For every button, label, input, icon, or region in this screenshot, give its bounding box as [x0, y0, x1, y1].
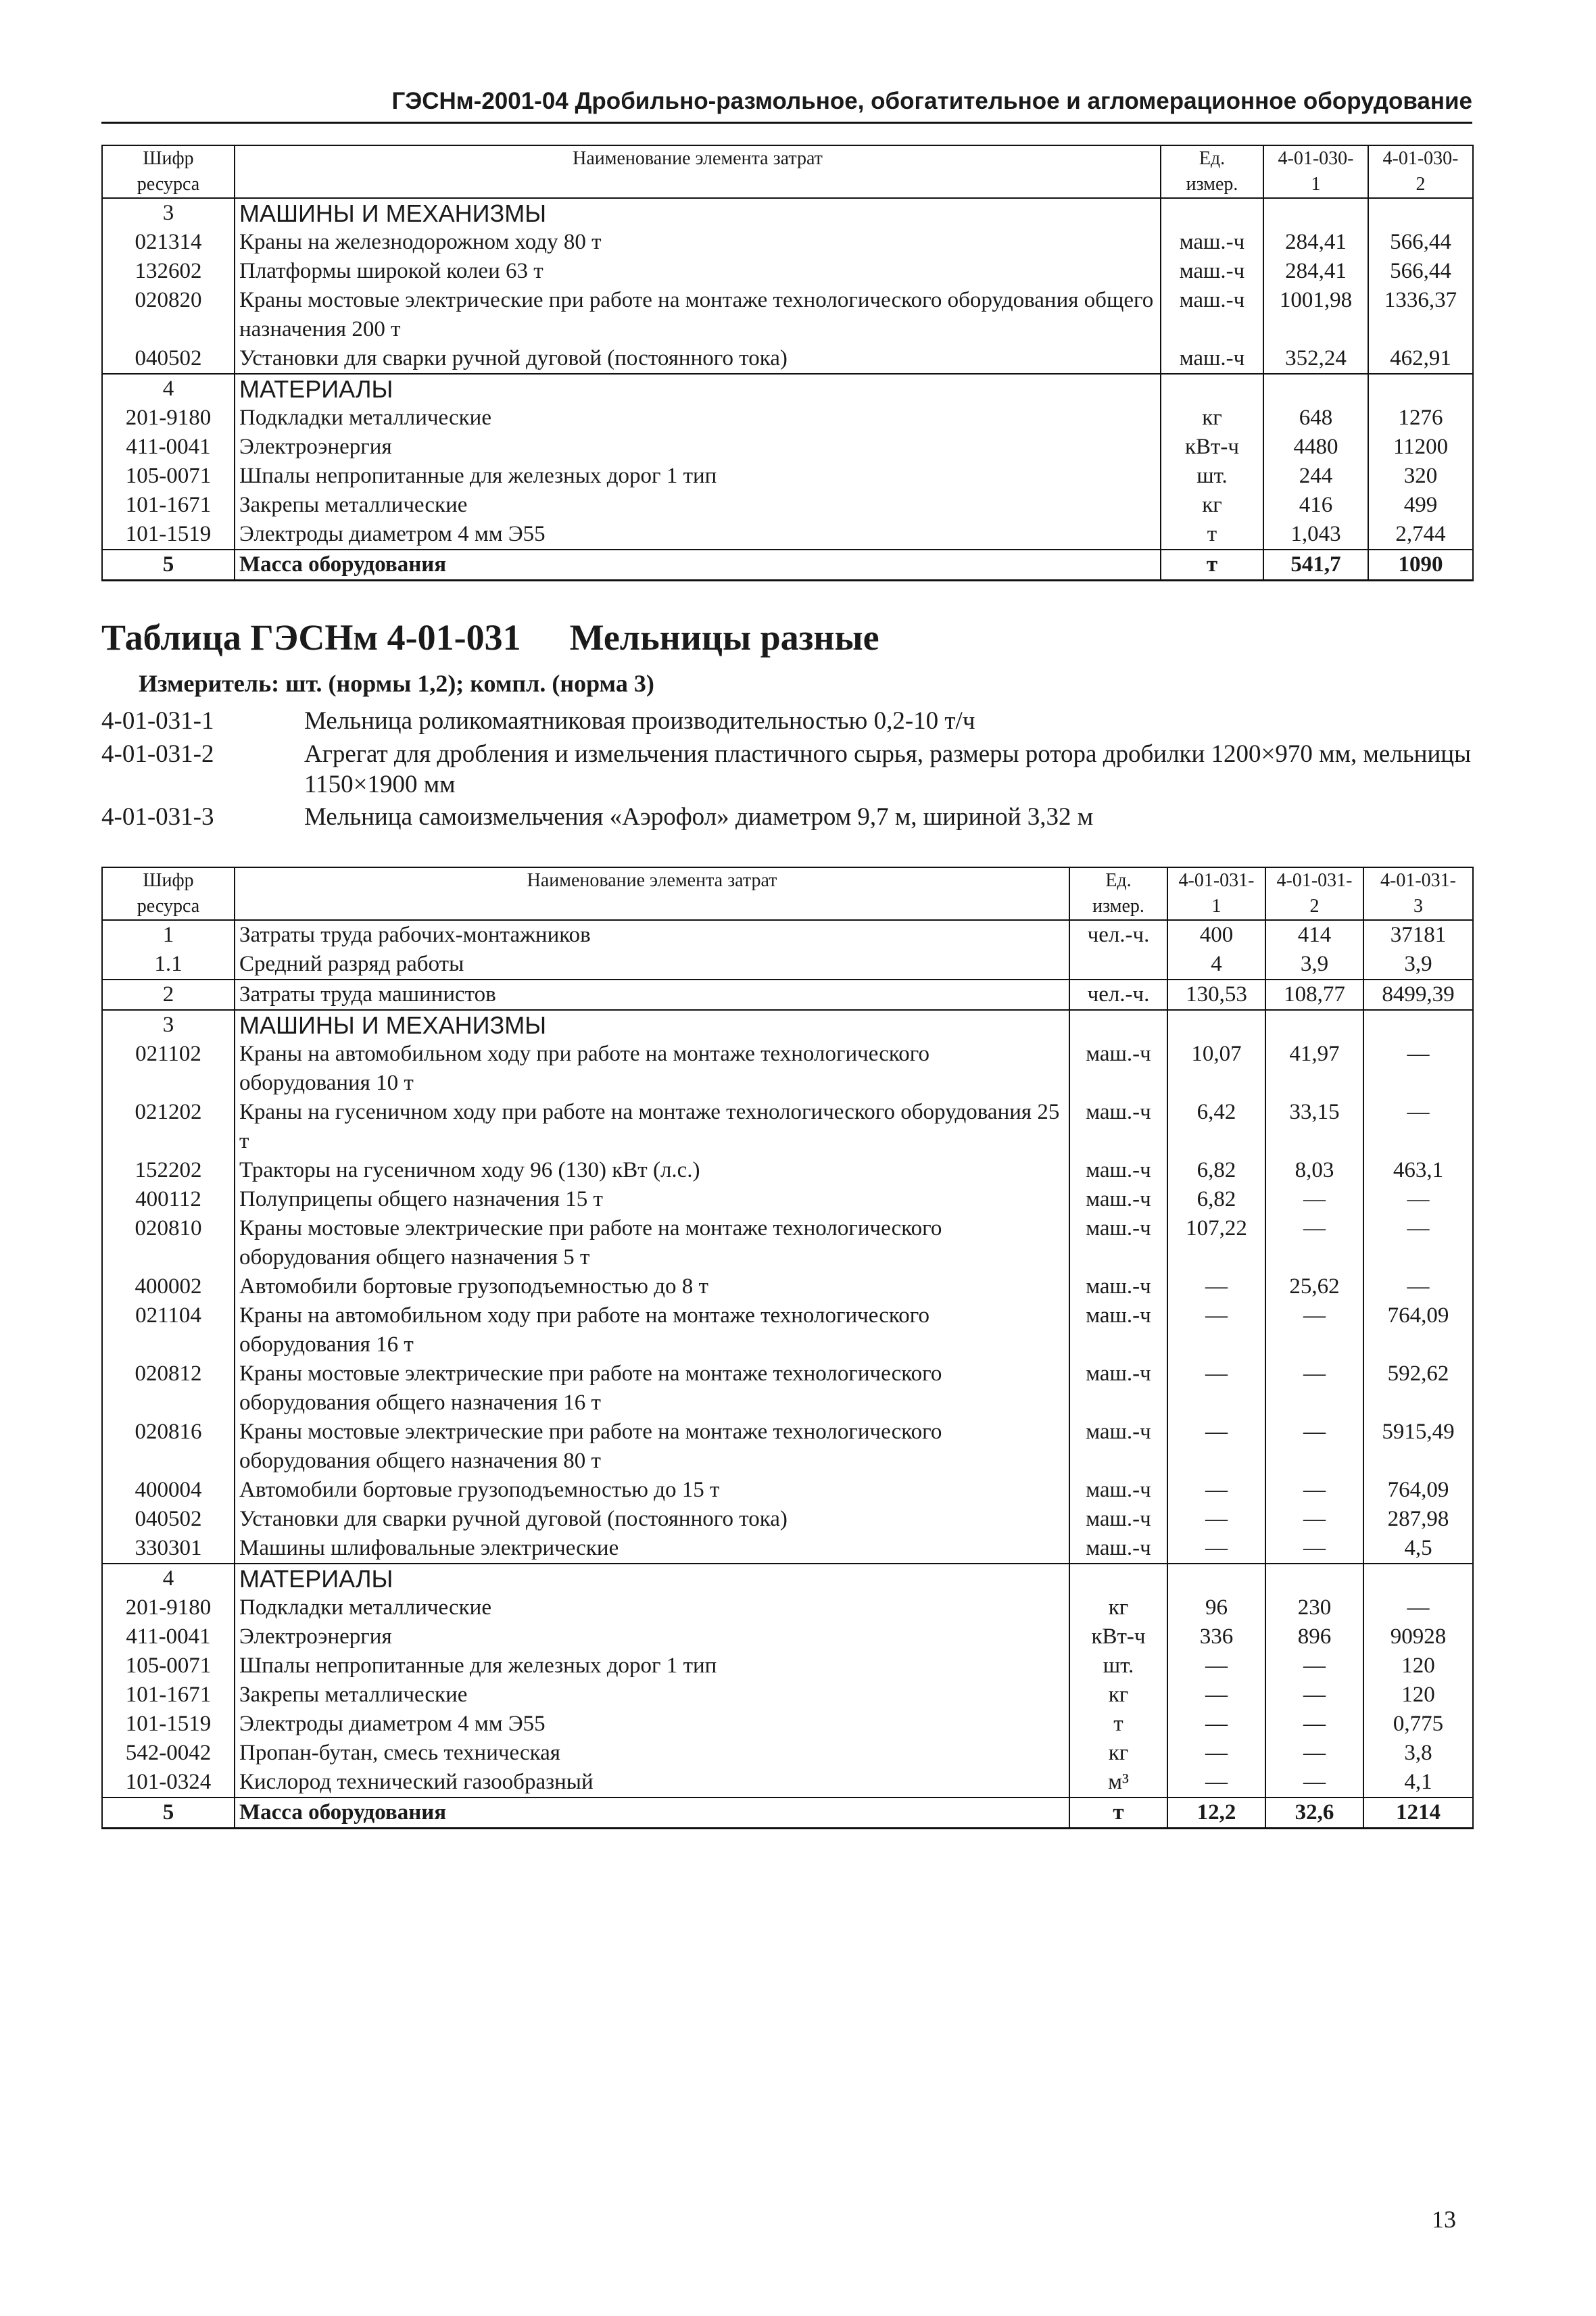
table-row [102, 1476, 1473, 1505]
norm-value-cell-1: — [1167, 1710, 1265, 1739]
table-row [102, 1301, 1473, 1359]
cost-element-name-cell: Краны на гусеничном ходу при работе на монтаже технологического оборудования 25 т [235, 1098, 1069, 1156]
norm-value-cell-1: 6,82 [1167, 1156, 1265, 1185]
unit-cell: кг [1161, 491, 1263, 520]
table-row [102, 1272, 1473, 1301]
table-row [102, 286, 1473, 344]
cost-element-name-cell: Краны мостовые электрические при работе на монтаже технологического оборудования общего назначения 5 т [235, 1214, 1069, 1272]
norm-value-cell-2: — [1265, 1476, 1363, 1505]
norm-value-cell-1: 1,043 [1263, 520, 1368, 550]
table-row [102, 920, 1473, 950]
table-row [102, 1040, 1473, 1098]
unit-cell: маш.-ч [1161, 344, 1263, 374]
resource-code-cell: 040502 [102, 1505, 235, 1534]
norm-value-cell-1: 648 [1263, 404, 1368, 433]
norm-value-cell-1: 336 [1167, 1622, 1265, 1651]
table-row [102, 1156, 1473, 1185]
table-row [102, 1768, 1473, 1798]
cost-element-name-cell: Шпалы непропитанные для железных дорог 1 тип [235, 462, 1161, 491]
norm-value-cell-1 [1263, 374, 1368, 404]
unit-cell: кВт-ч [1161, 433, 1263, 462]
table-header-row [102, 867, 1473, 920]
norm-value-cell-2: 1336,37 [1368, 286, 1473, 344]
resource-code-cell: 021202 [102, 1098, 235, 1156]
norm-value-cell-3 [1363, 1010, 1473, 1040]
cost-element-name-cell: Автомобили бортовые грузоподъемностью до 8 т [235, 1272, 1069, 1301]
unit-cell: шт. [1069, 1651, 1167, 1681]
col-norm2-header: 4-01-031- 2 [1265, 867, 1363, 920]
cost-element-name-cell: Пропан-бутан, смесь техническая [235, 1739, 1069, 1768]
unit-cell: т [1161, 550, 1263, 581]
norm-value-cell-1: — [1167, 1739, 1265, 1768]
norm-value-cell-2: — [1265, 1768, 1363, 1798]
table-row [102, 1593, 1473, 1622]
resource-code-cell: 101-0324 [102, 1768, 235, 1798]
table-row [102, 1710, 1473, 1739]
norm-value-cell-2: — [1265, 1301, 1363, 1359]
norm-value-cell-3: 4,5 [1363, 1534, 1473, 1564]
norm-value-cell-2: 41,97 [1265, 1040, 1363, 1098]
cost-element-name-cell: Установки для сварки ручной дуговой (постоянного тока) [235, 344, 1161, 374]
table-row [102, 344, 1473, 374]
resource-code-cell: 1.1 [102, 950, 235, 980]
norm-value-cell-2: — [1265, 1739, 1363, 1768]
unit-cell: т [1069, 1710, 1167, 1739]
norm-value-cell-2: 230 [1265, 1593, 1363, 1622]
cost-element-name-cell: Тракторы на гусеничном ходу 96 (130) кВт (л.с.) [235, 1156, 1069, 1185]
col-norm2-header: 4-01-030- 2 [1368, 145, 1473, 198]
norm-value-cell-1: — [1167, 1272, 1265, 1301]
cost-element-name-cell: Автомобили бортовые грузоподъемностью до 15 т [235, 1476, 1069, 1505]
unit-cell: маш.-ч [1069, 1156, 1167, 1185]
norm-value-cell-2: 2,744 [1368, 520, 1473, 550]
resource-code-cell: 101-1519 [102, 520, 235, 550]
unit-cell: маш.-ч [1069, 1301, 1167, 1359]
norm-value-cell-2: — [1265, 1710, 1363, 1739]
unit-cell [1161, 198, 1263, 228]
norm-text: Мельница самоизмельчения «Аэрофол» диаметром 9,7 м, шириной 3,32 м [304, 803, 1094, 831]
unit-cell: маш.-ч [1069, 1214, 1167, 1272]
unit-cell [1069, 1010, 1167, 1040]
norm-value-cell-1: 130,53 [1167, 980, 1265, 1010]
table-row [102, 1214, 1473, 1272]
resource-code-cell: 4 [102, 374, 235, 404]
norm-value-cell-2: 566,44 [1368, 228, 1473, 257]
norm-value-cell-1: 10,07 [1167, 1040, 1265, 1098]
resource-code-cell: 101-1671 [102, 491, 235, 520]
resource-code-cell: 105-0071 [102, 462, 235, 491]
table-row [102, 198, 1473, 228]
norm-value-cell-1: 4 [1167, 950, 1265, 980]
col-unit-header: Ед. измер. [1161, 145, 1263, 198]
table-row [102, 257, 1473, 286]
page-header: ГЭСНм-2001-04 Дробильно-размольное, обогатительное и агломерационное оборудование [391, 88, 1472, 114]
table-title: Таблица ГЭСНм 4-01-031 Мельницы разные [101, 617, 879, 658]
resource-code-cell: 021314 [102, 228, 235, 257]
norm-value-cell-1: 4480 [1263, 433, 1368, 462]
cost-element-name-cell: Закрепы металлические [235, 1681, 1069, 1710]
unit-cell: кг [1069, 1739, 1167, 1768]
norm-value-cell-3: 287,98 [1363, 1505, 1473, 1534]
norm-value-cell-2: — [1265, 1651, 1363, 1681]
cost-element-name-cell: Затраты труда машинистов [235, 980, 1069, 1010]
norm-value-cell-2: — [1265, 1214, 1363, 1272]
norm-value-cell-1: 400 [1167, 920, 1265, 950]
norm-value-cell-2 [1368, 374, 1473, 404]
resource-code-cell: 020810 [102, 1214, 235, 1272]
unit-cell: чел.-ч. [1069, 920, 1167, 950]
table-row [102, 520, 1473, 550]
cost-element-name-cell: Подкладки металлические [235, 404, 1161, 433]
table-row [102, 1622, 1473, 1651]
table-row [102, 433, 1473, 462]
norm-text: Мельница роликомаятниковая производительностью 0,2-10 т/ч [304, 707, 975, 735]
table-4-01-031 [101, 867, 1474, 1829]
cost-element-name-cell: Краны на автомобильном ходу при работе на монтаже технологического оборудования 10 т [235, 1040, 1069, 1098]
table-row [102, 1681, 1473, 1710]
norm-value-cell-3: 592,62 [1363, 1359, 1473, 1418]
header-rule [101, 122, 1472, 124]
norm-code: 4-01-031-2 [101, 740, 214, 768]
unit-cell: т [1069, 1798, 1167, 1829]
col-norm1-header: 4-01-031- 1 [1167, 867, 1265, 920]
resource-code-cell: 021104 [102, 1301, 235, 1359]
norm-value-cell-1: — [1167, 1301, 1265, 1359]
norm-value-cell-2: 25,62 [1265, 1272, 1363, 1301]
unit-cell: маш.-ч [1069, 1418, 1167, 1476]
cost-element-name-cell: Шпалы непропитанные для железных дорог 1 тип [235, 1651, 1069, 1681]
norm-value-cell-1: — [1167, 1651, 1265, 1681]
norm-value-cell-1: — [1167, 1359, 1265, 1418]
table-row [102, 374, 1473, 404]
cost-element-name-cell: Средний разряд работы [235, 950, 1069, 980]
resource-code-cell: 1 [102, 920, 235, 950]
resource-code-cell: 4 [102, 1564, 235, 1593]
unit-cell: маш.-ч [1069, 1534, 1167, 1564]
norm-value-cell-2: 33,15 [1265, 1098, 1363, 1156]
resource-code-cell: 201-9180 [102, 1593, 235, 1622]
norm-value-cell-1: 284,41 [1263, 257, 1368, 286]
norm-value-cell-3: — [1363, 1593, 1473, 1622]
norm-value-cell-2: 11200 [1368, 433, 1473, 462]
norm-value-cell-2 [1265, 1010, 1363, 1040]
cost-element-name-cell: Масса оборудования [235, 550, 1161, 581]
cost-element-name-cell: Краны мостовые электрические при работе на монтаже технологического оборудования общего назначения 16 т [235, 1359, 1069, 1418]
cost-element-name-cell: МАТЕРИАЛЫ [235, 1564, 1069, 1593]
cost-element-name-cell: Полуприцепы общего назначения 15 т [235, 1185, 1069, 1214]
unit-cell: маш.-ч [1161, 286, 1263, 344]
norm-value-cell-3: 764,09 [1363, 1301, 1473, 1359]
norm-value-cell-3: 37181 [1363, 920, 1473, 950]
table-row [102, 1010, 1473, 1040]
norm-value-cell-1: 6,42 [1167, 1098, 1265, 1156]
norm-value-cell-3: 463,1 [1363, 1156, 1473, 1185]
resource-code-cell: 101-1519 [102, 1710, 235, 1739]
cost-element-name-cell: Электроды диаметром 4 мм Э55 [235, 1710, 1069, 1739]
norm-value-cell-2: 108,77 [1265, 980, 1363, 1010]
table-row [102, 1564, 1473, 1593]
col-norm1-header: 4-01-030- 1 [1263, 145, 1368, 198]
unit-cell: маш.-ч [1069, 1476, 1167, 1505]
norm-value-cell-1: 6,82 [1167, 1185, 1265, 1214]
cost-element-name-cell: МАТЕРИАЛЫ [235, 374, 1161, 404]
unit-cell: маш.-ч [1069, 1040, 1167, 1098]
unit-cell: т [1161, 520, 1263, 550]
col-name-header: Наименование элемента затрат [235, 145, 1161, 198]
resource-code-cell: 330301 [102, 1534, 235, 1564]
table-row [102, 1359, 1473, 1418]
norm-value-cell-3: 120 [1363, 1681, 1473, 1710]
resource-code-cell: 3 [102, 1010, 235, 1040]
unit-cell: кг [1069, 1593, 1167, 1622]
norm-value-cell-3: 3,8 [1363, 1739, 1473, 1768]
norm-value-cell-1: 12,2 [1167, 1798, 1265, 1829]
cost-element-name-cell: Подкладки металлические [235, 1593, 1069, 1622]
table-4-01-030 [101, 145, 1474, 581]
resource-code-cell: 411-0041 [102, 433, 235, 462]
unit-cell: маш.-ч [1069, 1185, 1167, 1214]
norm-value-cell-1 [1167, 1010, 1265, 1040]
norm-value-cell-3: 4,1 [1363, 1768, 1473, 1798]
resource-code-cell: 542-0042 [102, 1739, 235, 1768]
resource-code-cell: 400112 [102, 1185, 235, 1214]
resource-code-cell: 020820 [102, 286, 235, 344]
resource-code-cell: 2 [102, 980, 235, 1010]
unit-cell: шт. [1161, 462, 1263, 491]
norm-value-cell-2: — [1265, 1418, 1363, 1476]
resource-code-cell: 020812 [102, 1359, 235, 1418]
norm-code: 4-01-031-1 [101, 707, 214, 735]
cost-element-name-cell: Краны мостовые электрические при работе на монтаже технологического оборудования общего назначения 80 т [235, 1418, 1069, 1476]
resource-code-cell: 3 [102, 198, 235, 228]
norm-value-cell-3: 8499,39 [1363, 980, 1473, 1010]
cost-element-name-cell: Электроды диаметром 4 мм Э55 [235, 520, 1161, 550]
norm-value-cell-1 [1263, 198, 1368, 228]
cost-element-name-cell: Масса оборудования [235, 1798, 1069, 1829]
norm-value-cell-2: 3,9 [1265, 950, 1363, 980]
norm-value-cell-1: 1001,98 [1263, 286, 1368, 344]
norm-value-cell-3: 1214 [1363, 1798, 1473, 1829]
table-row [102, 1505, 1473, 1534]
norm-value-cell-2: 462,91 [1368, 344, 1473, 374]
norm-value-cell-3: 764,09 [1363, 1476, 1473, 1505]
norm-value-cell-2: 320 [1368, 462, 1473, 491]
cost-element-name-cell: Затраты труда рабочих-монтажников [235, 920, 1069, 950]
cost-element-name-cell: Краны на автомобильном ходу при работе на монтаже технологического оборудования 16 т [235, 1301, 1069, 1359]
table-row [102, 1651, 1473, 1681]
table-row [102, 1185, 1473, 1214]
resource-code-cell: 5 [102, 1798, 235, 1829]
cost-element-name-cell: Электроэнергия [235, 433, 1161, 462]
norm-value-cell-3: — [1363, 1098, 1473, 1156]
resource-code-cell: 152202 [102, 1156, 235, 1185]
norm-value-cell-2: 896 [1265, 1622, 1363, 1651]
col-unit-header: Ед. измер. [1069, 867, 1167, 920]
table-row [102, 228, 1473, 257]
table-row [102, 950, 1473, 980]
norm-value-cell-2 [1265, 1564, 1363, 1593]
resource-code-cell: 020816 [102, 1418, 235, 1476]
norm-value-cell-2: 32,6 [1265, 1798, 1363, 1829]
norm-value-cell-1: — [1167, 1534, 1265, 1564]
norm-value-cell-1: 107,22 [1167, 1214, 1265, 1272]
unit-cell: маш.-ч [1069, 1505, 1167, 1534]
norm-value-cell-2: 8,03 [1265, 1156, 1363, 1185]
norm-value-cell-1: 541,7 [1263, 550, 1368, 581]
resource-code-cell: 5 [102, 550, 235, 581]
unit-cell: кВт-ч [1069, 1622, 1167, 1651]
unit-cell [1161, 374, 1263, 404]
cost-element-name-cell: Краны на железнодорожном ходу 80 т [235, 228, 1161, 257]
norm-value-cell-2: 1276 [1368, 404, 1473, 433]
norm-value-cell-3: — [1363, 1040, 1473, 1098]
norm-value-cell-3: 0,775 [1363, 1710, 1473, 1739]
norm-value-cell-1: — [1167, 1768, 1265, 1798]
norm-code: 4-01-031-3 [101, 803, 214, 831]
norm-value-cell-1: — [1167, 1476, 1265, 1505]
norm-value-cell-2: — [1265, 1681, 1363, 1710]
norm-value-cell-1: — [1167, 1505, 1265, 1534]
norm-value-cell-1: — [1167, 1681, 1265, 1710]
norm-value-cell-2: — [1265, 1505, 1363, 1534]
resource-code-cell: 400004 [102, 1476, 235, 1505]
unit-cell: маш.-ч [1069, 1098, 1167, 1156]
cost-element-name-cell: Установки для сварки ручной дуговой (постоянного тока) [235, 1505, 1069, 1534]
resource-code-cell: 105-0071 [102, 1651, 235, 1681]
unit-cell: кг [1069, 1681, 1167, 1710]
resource-code-cell: 101-1671 [102, 1681, 235, 1710]
cost-element-name-cell: Платформы широкой колеи 63 т [235, 257, 1161, 286]
resource-code-cell: 021102 [102, 1040, 235, 1098]
table-row [102, 1798, 1473, 1829]
norm-value-cell-2: 414 [1265, 920, 1363, 950]
page-number: 13 [1432, 2206, 1456, 2233]
norm-value-cell-1: 96 [1167, 1593, 1265, 1622]
norm-value-cell-2: 1090 [1368, 550, 1473, 581]
table-row [102, 1534, 1473, 1564]
measure-line: Измеритель: шт. (нормы 1,2); компл. (норма 3) [139, 670, 654, 697]
norm-value-cell-2 [1368, 198, 1473, 228]
cost-element-name-cell: Краны мостовые электрические при работе на монтаже технологического оборудования общего назначения 200 т [235, 286, 1161, 344]
unit-cell: кг [1161, 404, 1263, 433]
table-row [102, 980, 1473, 1010]
cost-element-name-cell: Машины шлифовальные электрические [235, 1534, 1069, 1564]
unit-cell: маш.-ч [1069, 1272, 1167, 1301]
norm-value-cell-3: — [1363, 1214, 1473, 1272]
norm-value-cell-1: 416 [1263, 491, 1368, 520]
table-row [102, 404, 1473, 433]
norm-value-cell-1 [1167, 1564, 1265, 1593]
cost-element-name-cell: МАШИНЫ И МЕХАНИЗМЫ [235, 198, 1161, 228]
norm-value-cell-2: 499 [1368, 491, 1473, 520]
table-row [102, 1739, 1473, 1768]
norm-value-cell-2: — [1265, 1534, 1363, 1564]
norm-value-cell-3: 3,9 [1363, 950, 1473, 980]
norm-value-cell-2: — [1265, 1185, 1363, 1214]
norm-value-cell-1: — [1167, 1418, 1265, 1476]
cost-element-name-cell: Электроэнергия [235, 1622, 1069, 1651]
norm-value-cell-1: 284,41 [1263, 228, 1368, 257]
unit-cell: маш.-ч [1161, 257, 1263, 286]
col-norm3-header: 4-01-031- 3 [1363, 867, 1473, 920]
norm-value-cell-3: 5915,49 [1363, 1418, 1473, 1476]
norm-value-cell-3: 120 [1363, 1651, 1473, 1681]
col-code-header: Шифр ресурса [102, 145, 235, 198]
unit-cell: маш.-ч [1069, 1359, 1167, 1418]
cost-element-name-cell: Кислород технический газообразный [235, 1768, 1069, 1798]
table-row [102, 1098, 1473, 1156]
table-row [102, 462, 1473, 491]
norm-value-cell-2: — [1265, 1359, 1363, 1418]
unit-cell: маш.-ч [1161, 228, 1263, 257]
norm-value-cell-1: 244 [1263, 462, 1368, 491]
resource-code-cell: 400002 [102, 1272, 235, 1301]
table-header-row [102, 145, 1473, 198]
resource-code-cell: 040502 [102, 344, 235, 374]
norm-text: Агрегат для дробления и измельчения пластичного сырья, размеры ротора дробилки 1200×970 мм, мельницы 1150×1900 мм [304, 740, 1471, 798]
unit-cell: м³ [1069, 1768, 1167, 1798]
norm-value-cell-3: — [1363, 1185, 1473, 1214]
unit-cell: чел.-ч. [1069, 980, 1167, 1010]
table-row [102, 550, 1473, 581]
col-name-header: Наименование элемента затрат [235, 867, 1069, 920]
table-row [102, 1418, 1473, 1476]
col-code-header: Шифр ресурса [102, 867, 235, 920]
norm-value-cell-3: — [1363, 1272, 1473, 1301]
cost-element-name-cell: Закрепы металлические [235, 491, 1161, 520]
resource-code-cell: 201-9180 [102, 404, 235, 433]
resource-code-cell: 132602 [102, 257, 235, 286]
norm-value-cell-2: 566,44 [1368, 257, 1473, 286]
unit-cell [1069, 1564, 1167, 1593]
resource-code-cell: 411-0041 [102, 1622, 235, 1651]
norm-value-cell-3: 90928 [1363, 1622, 1473, 1651]
norm-value-cell-1: 352,24 [1263, 344, 1368, 374]
norm-value-cell-3 [1363, 1564, 1473, 1593]
table-row [102, 491, 1473, 520]
cost-element-name-cell: МАШИНЫ И МЕХАНИЗМЫ [235, 1010, 1069, 1040]
unit-cell [1069, 950, 1167, 980]
